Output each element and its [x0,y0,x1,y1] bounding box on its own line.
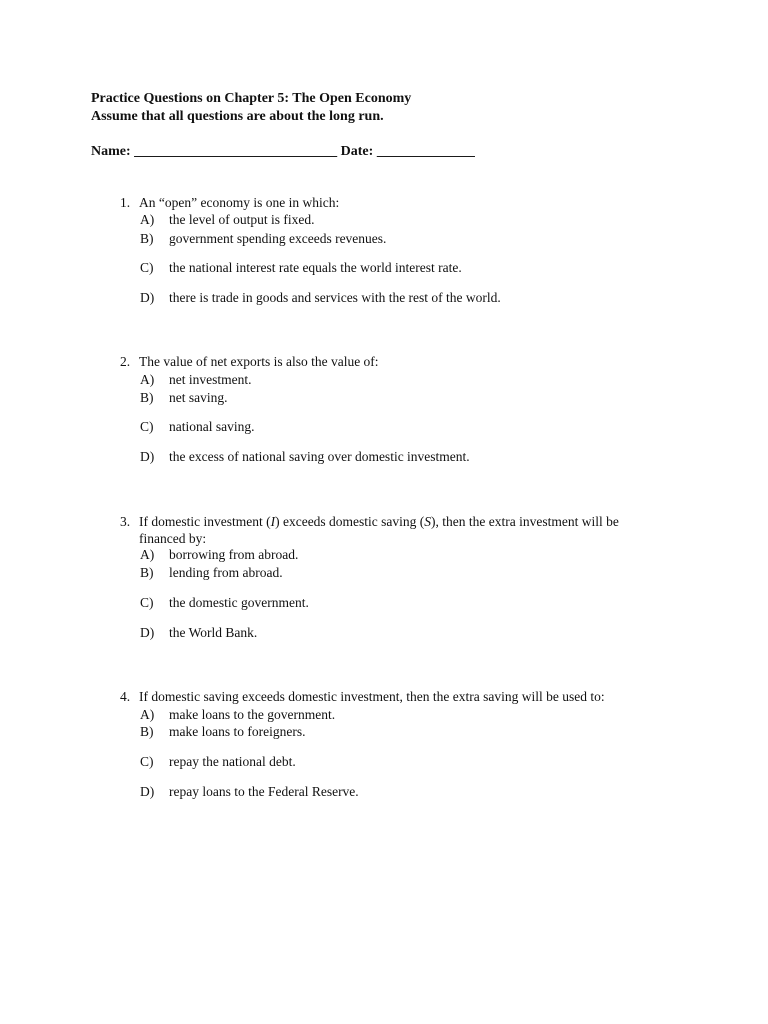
name-blank: _____________________________ [134,144,338,159]
question-text-continued: financed by: [139,531,207,546]
question-number: 1. [120,195,131,210]
option-letter: B) [140,231,154,246]
option-letter: D) [140,449,155,464]
option-letter: B) [140,724,154,739]
question-number: 3. [120,514,131,529]
option-letter: D) [140,625,155,640]
question-text: If domestic saving exceeds domestic investment, then the extra saving will be used to: [139,689,605,704]
option-text: make loans to foreigners. [169,724,306,739]
option-letter: A) [140,707,155,722]
question-text-part: ), then the extra investment will be [431,514,619,529]
option-letter: B) [140,565,154,580]
option-text: borrowing from abroad. [169,547,299,562]
option-text: net saving. [169,390,228,405]
option-letter: D) [140,784,155,799]
option-letter: C) [140,754,154,769]
option-letter: A) [140,547,155,562]
option-letter: D) [140,290,155,305]
option-text: the domestic government. [169,595,309,610]
name-date-line [91,144,475,160]
question-number: 2. [120,354,131,369]
name-label: Name: [91,144,131,159]
option-text: repay the national debt. [169,754,296,769]
option-letter: A) [140,372,155,387]
page-title: Practice Questions on Chapter 5: The Open Economy [91,91,412,106]
question-text-part: ) exceeds domestic saving ( [275,514,425,529]
question-text [139,514,619,530]
option-text: the level of output is fixed. [169,212,315,227]
option-text: national saving. [169,419,255,434]
option-text: government spending exceeds revenues. [169,231,387,246]
question-text: The value of net exports is also the value of: [139,354,379,369]
option-letter: A) [140,212,155,227]
date-blank: ______________ [376,144,475,159]
option-text: repay loans to the Federal Reserve. [169,784,359,799]
option-letter: C) [140,595,154,610]
option-text: there is trade in goods and services with the rest of the world. [169,290,501,305]
question-number: 4. [120,689,131,704]
option-text: the national interest rate equals the world interest rate. [169,260,462,275]
option-text: lending from abroad. [169,565,283,580]
option-text: the excess of national saving over domestic investment. [169,449,470,464]
page-subtitle: Assume that all questions are about the long run. [91,109,384,124]
investment-symbol: I [270,514,276,529]
saving-symbol: S [424,514,432,529]
option-text: make loans to the government. [169,707,336,722]
option-letter: C) [140,260,154,275]
date-label: Date: [340,144,374,159]
option-letter: C) [140,419,154,434]
option-text: net investment. [169,372,252,387]
question-text: An “open” economy is one in which: [139,195,340,210]
option-letter: B) [140,390,154,405]
question-text-part: If domestic investment ( [139,514,271,529]
option-text: the World Bank. [169,625,258,640]
